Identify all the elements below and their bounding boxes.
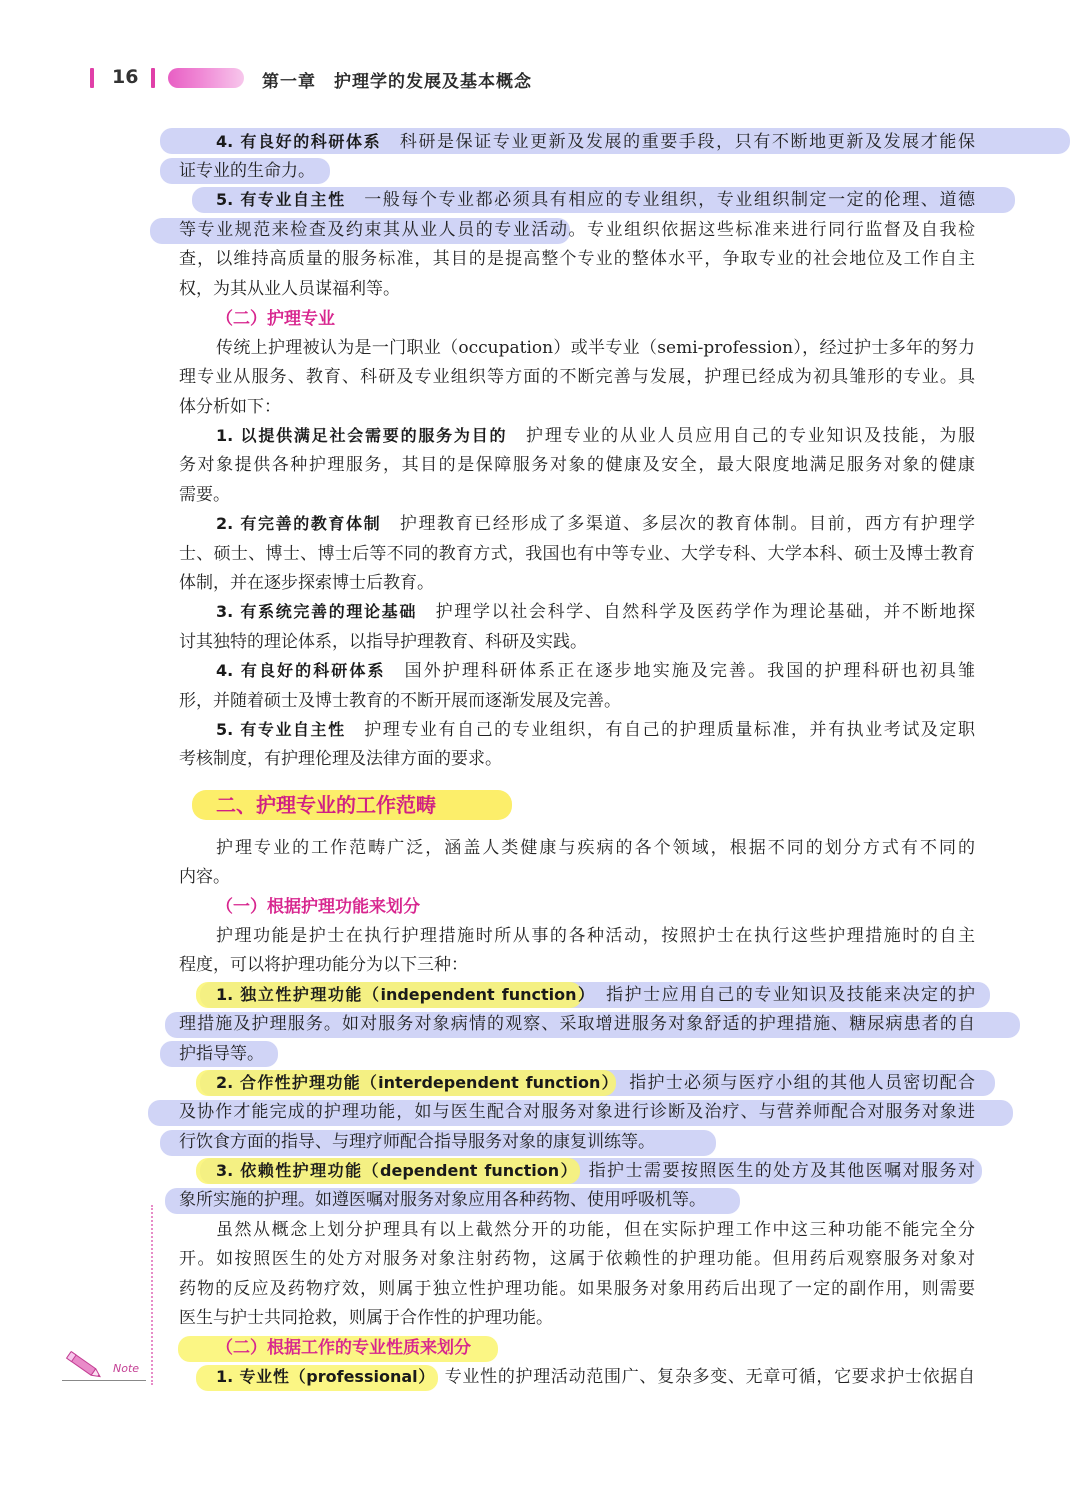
item-lead: 5. 有专业自主性 (216, 720, 346, 739)
paragraph-line: 护指导等。 (179, 1044, 264, 1064)
paragraph-line: 形，并随着硕士及博士教育的不断开展而逐渐发展及完善。 (179, 691, 621, 711)
paragraph-line: 体制，并在逐步探索博士后教育。 (179, 573, 434, 593)
page-number: 16 (112, 66, 139, 88)
item-lead: 2. 合作性护理功能（interdependent function） (216, 1073, 611, 1092)
paragraph-line: 4. 有良好的科研体系 科研是保证专业更新及发展的重要手段，只有不断地更新及发展才能保 (216, 132, 975, 152)
paragraph-line: 1. 以提供满足社会需要的服务为目的 护理专业的从业人员应用自己的专业知识及技能，为服 (216, 426, 975, 446)
paragraph-line: 务对象提供各种护理服务，其目的是保障服务对象的健康及安全，最大限度地满足服务对象的健康 (179, 455, 975, 475)
paragraph-line: 体分析如下： (179, 397, 281, 417)
item-lead: 2. 有完善的教育体制 (216, 514, 382, 533)
header-color-tab (168, 68, 244, 88)
subheading: （二）护理专业 (216, 309, 335, 329)
paragraph-line: 2. 合作性护理功能（interdependent function） 指护士必须与医疗小组的其他人员密切配合 (216, 1073, 975, 1093)
note-underline (62, 1380, 146, 1381)
header-divider-mark (90, 68, 94, 88)
header-divider-mark (151, 68, 155, 88)
margin-dotted-line (151, 1205, 153, 1385)
paragraph-line: 护理功能是护士在执行护理措施时所从事的各种活动，按照护士在执行这些护理措施时的自主 (216, 926, 975, 946)
subheading: （一）根据护理功能来划分 (216, 897, 420, 917)
page-header (0, 60, 1080, 100)
paragraph-line: 需要。 (179, 485, 230, 505)
paragraph-line: 程度，可以将护理功能分为以下三种： (179, 955, 468, 975)
paragraph-line: 证专业的生命力。 (179, 161, 315, 181)
note-label: Note (113, 1362, 140, 1375)
item-lead: 1. 独立性护理功能（independent function） (216, 985, 588, 1004)
pencil-icon (62, 1350, 112, 1380)
paragraph-line: 等专业规范来检查及约束其从业人员的专业活动。专业组织依据这些标准来进行同行监督及自我检 (179, 220, 975, 240)
paragraph-line: 理措施及护理服务。如对服务对象病情的观察、采取增进服务对象舒适的护理措施、糖尿病患者的自 (179, 1014, 975, 1034)
paragraph-line: 行饮食方面的指导、与理疗师配合指导服务对象的康复训练等。 (179, 1132, 655, 1152)
subheading: （二）根据工作的专业性质来划分 (216, 1338, 471, 1358)
paragraph-line: 2. 有完善的教育体制 护理教育已经形成了多渠道、多层次的教育体制。目前，西方有护理学 (216, 514, 975, 534)
paragraph-line: 考核制度，有护理伦理及法律方面的要求。 (179, 749, 502, 769)
paragraph-line: 4. 有良好的科研体系 国外护理科研体系正在逐步地实施及完善。我国的护理科研也初具雏 (216, 661, 975, 681)
paragraph-line: 查，以维持高质量的服务标准，其目的是提高整个专业的整体水平，争取专业的社会地位及工作自主 (179, 249, 975, 269)
paragraph-line: 虽然从概念上划分护理具有以上截然分开的功能，但在实际护理工作中这三种功能不能完全分 (216, 1220, 975, 1240)
paragraph-line: 护理专业的工作范畴广泛，涵盖人类健康与疾病的各个领域，根据不同的划分方式有不同的 (216, 838, 975, 858)
paragraph-line: 象所实施的护理。如遵医嘱对服务对象应用各种药物、使用呼吸机等。 (179, 1190, 706, 1210)
section-title: 二、护理专业的工作范畴 (216, 793, 436, 817)
paragraph-line: 士、硕士、博士、博士后等不同的教育方式，我国也有中等专业、大学专科、大学本科、硕士及博士教育 (179, 544, 975, 564)
item-lead: 4. 有良好的科研体系 (216, 132, 382, 151)
item-lead: 4. 有良好的科研体系 (216, 661, 386, 680)
paragraph-line: 1. 专业性（professional） 专业性的护理活动范围广、复杂多变、无章可循，它要求护士依据自 (216, 1367, 975, 1387)
paragraph-line: 3. 依赖性护理功能（dependent function） 指护士需要按照医生的处方及其他医嘱对服务对 (216, 1161, 975, 1181)
paragraph-line: 5. 有专业自主性 护理专业有自己的专业组织，有自己的护理质量标准，并有执业考试及定职 (216, 720, 975, 740)
paragraph-line: 1. 独立性护理功能（independent function） 指护士应用自己的专业知识及技能来决定的护 (216, 985, 975, 1005)
paragraph-line: 讨其独特的理论体系，以指导护理教育、科研及实践。 (179, 632, 587, 652)
item-lead: 1. 以提供满足社会需要的服务为目的 (216, 426, 508, 445)
chapter-title: 第一章 护理学的发展及基本概念 (262, 72, 532, 92)
item-lead: 3. 有系统完善的理论基础 (216, 602, 417, 621)
item-lead: 3. 依赖性护理功能（dependent function） (216, 1161, 571, 1180)
paragraph-line: 3. 有系统完善的理论基础 护理学以社会科学、自然科学及医药学作为理论基础，并不断地探 (216, 602, 975, 622)
paragraph-line: 理专业从服务、教育、科研及专业组织等方面的不断完善与发展，护理已经成为初具雏形的专业。具 (179, 367, 975, 387)
paragraph-line: 医生与护士共同抢救，则属于合作性的护理功能。 (179, 1308, 553, 1328)
paragraph-line: 传统上护理被认为是一门职业（occupation）或半专业（semi-profession），经过护士多年的努力 (216, 338, 975, 358)
paragraph-line: 药物的反应及药物疗效，则属于独立性护理功能。如果服务对象用药后出现了一定的副作用，则需要 (179, 1279, 975, 1299)
item-lead: 1. 专业性（professional） (216, 1367, 428, 1386)
paragraph-line: 5. 有专业自主性 一般每个专业都必须具有相应的专业组织，专业组织制定一定的伦理、道德 (216, 190, 975, 210)
paragraph-line: 及协作才能完成的护理功能，如与医生配合对服务对象进行诊断及治疗、与营养师配合对服务对象进 (179, 1102, 975, 1122)
paragraph-line: 内容。 (179, 867, 230, 887)
paragraph-line: 开。如按照医生的处方对服务对象注射药物，这属于依赖性的护理功能。但用药后观察服务对象对 (179, 1249, 975, 1269)
item-lead: 5. 有专业自主性 (216, 190, 346, 209)
paragraph-line: 权，为其从业人员谋福利等。 (179, 279, 400, 299)
